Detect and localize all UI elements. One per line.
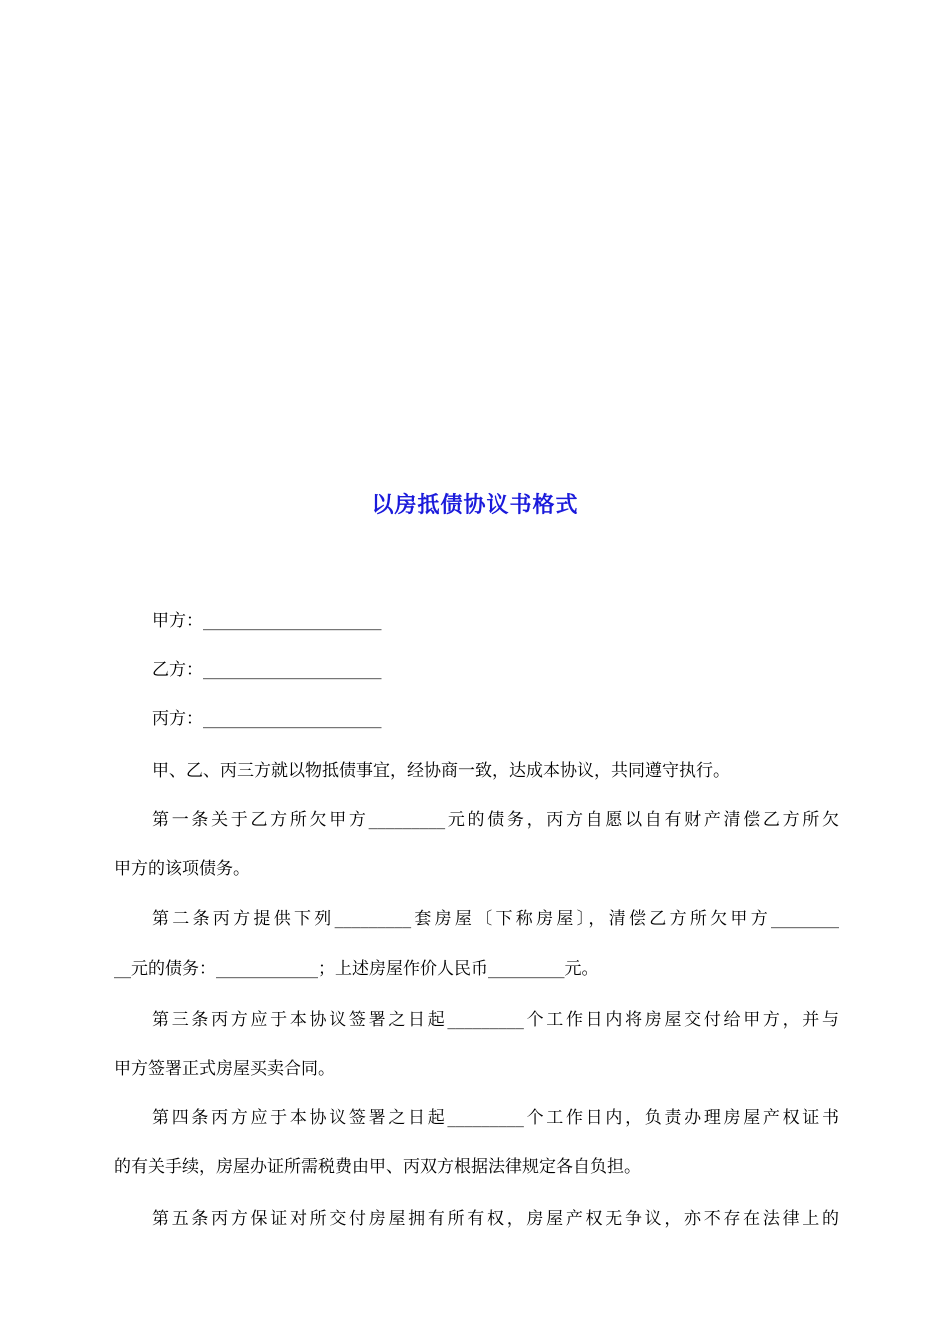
article-3-line-2: 甲方签署正式房屋买卖合同。 xyxy=(114,1059,335,1079)
article-1-line-2: 甲方的该项债务。 xyxy=(114,859,250,879)
article-5-line-1: 第五条丙方保证对所交付房屋拥有所有权，房屋产权无争议，亦不存在法律上的 xyxy=(152,1209,839,1229)
article-4-line-2: 的有关手续，房屋办证所需税费由甲、丙双方根据法律规定各自负担。 xyxy=(114,1157,641,1177)
article-3-line-1: 第三条丙方应于本协议签署之日起_________个工作日内将房屋交付给甲方，并与 xyxy=(152,1010,839,1030)
article-2-line-1: 第二条丙方提供下列_________套房屋〔下称房屋〕，清偿乙方所欠甲方________ xyxy=(152,909,839,929)
party-c-line: 丙方：_____________________ xyxy=(152,709,382,729)
article-1-line-1: 第一条关于乙方所欠甲方_________元的债务，丙方自愿以自有财产清偿乙方所欠 xyxy=(152,810,839,830)
document-title: 以房抵债协议书格式 xyxy=(371,493,579,518)
article-2-line-2: __元的债务：____________；上述房屋作价人民币_________元。 xyxy=(114,959,599,979)
party-b-line: 乙方：_____________________ xyxy=(152,660,382,680)
article-4-line-1: 第四条丙方应于本协议签署之日起_________个工作日内，负责办理房屋产权证书 xyxy=(152,1108,839,1128)
party-a-line: 甲方：_____________________ xyxy=(152,611,382,631)
preamble-line: 甲、乙、丙三方就以物抵债事宜，经协商一致，达成本协议，共同遵守执行。 xyxy=(152,761,730,781)
